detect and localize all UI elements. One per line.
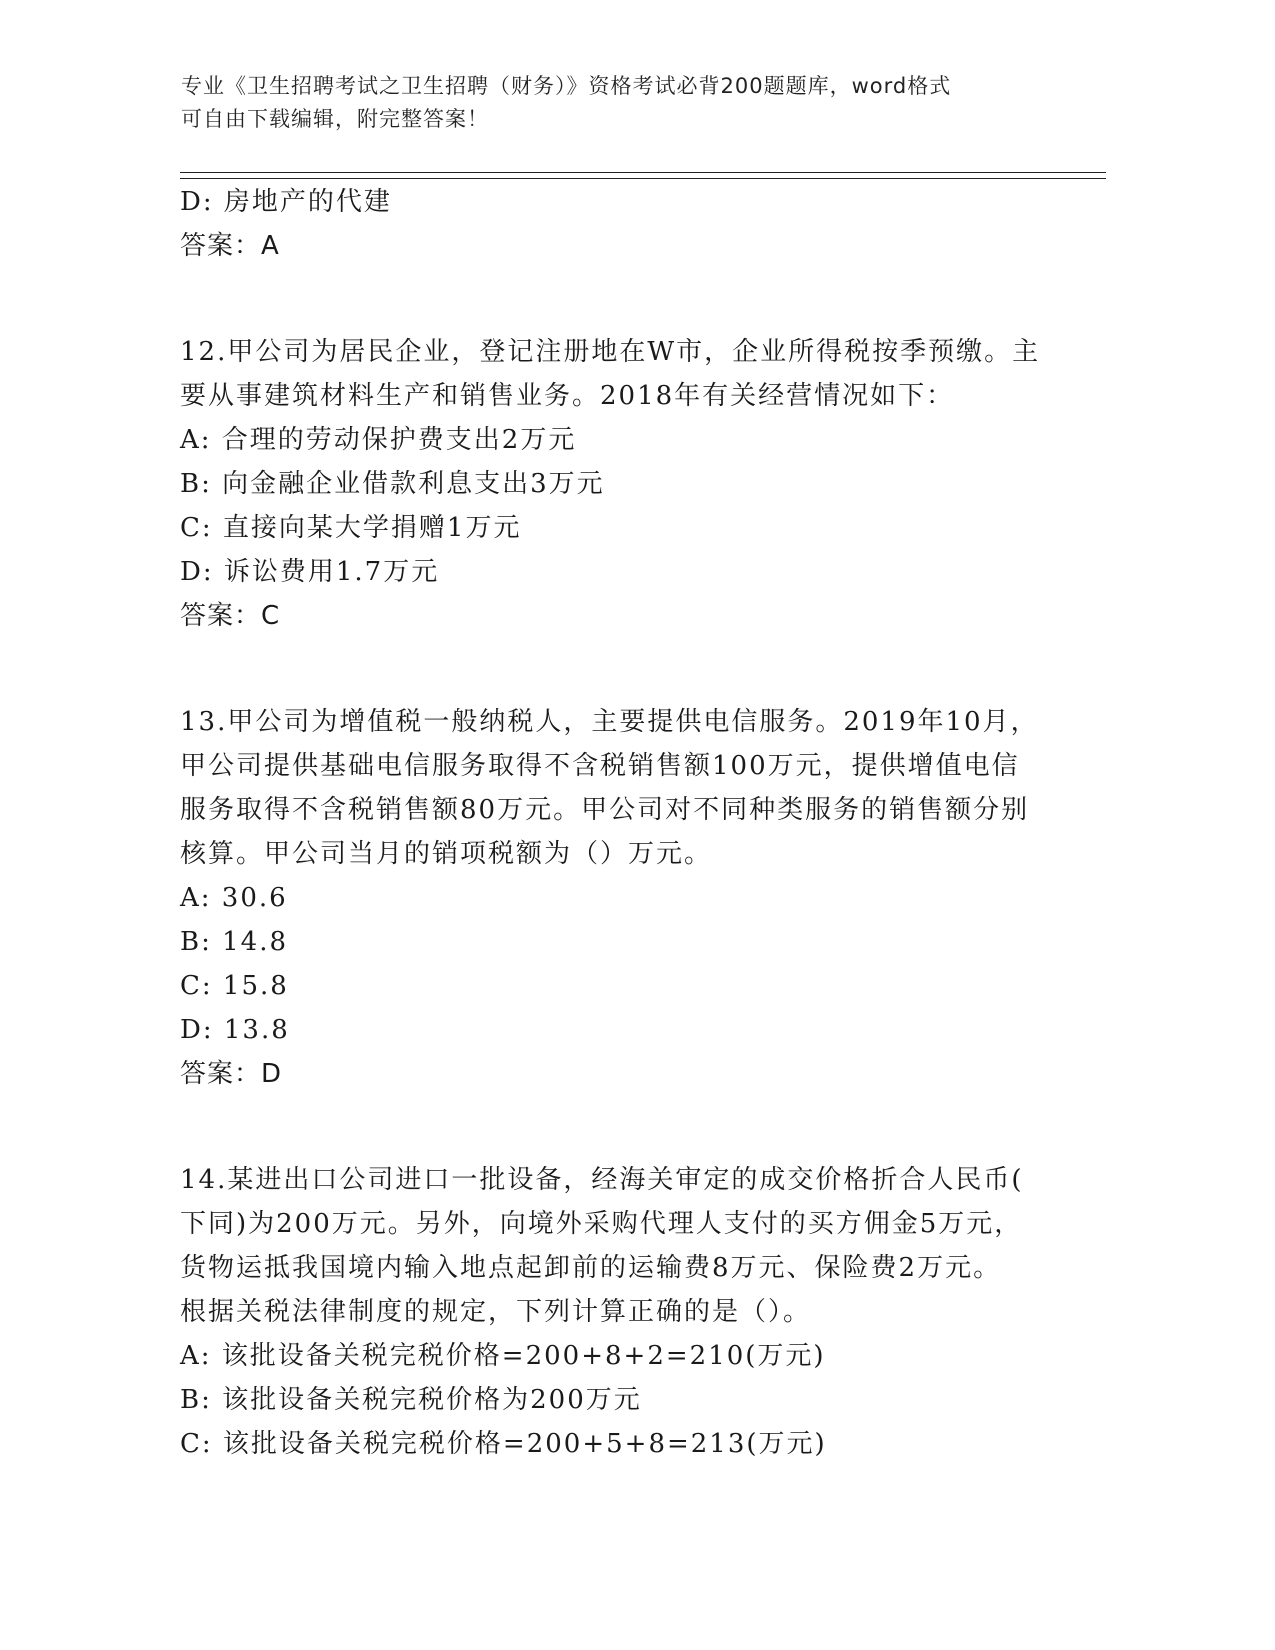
- option-b: B: 该批设备关税完税价格为200万元: [180, 1385, 642, 1415]
- question-stem: 甲公司提供基础电信服务取得不含税销售额100万元，提供增值电信: [180, 751, 1020, 781]
- question-list: [180, 180, 1080, 1466]
- header-divider-bottom: [180, 178, 1106, 179]
- question-13: [180, 700, 1080, 1096]
- question-stem: 服务取得不含税销售额80万元。甲公司对不同种类服务的销售额分别: [180, 795, 1030, 825]
- question-stem: 下同)为200万元。另外，向境外采购代理人支付的买方佣金5万元，: [180, 1209, 1023, 1239]
- question-stem: 货物运抵我国境内输入地点起卸前的运输费8万元、保险费2万元。: [180, 1253, 1002, 1283]
- question-stem: 根据关税法律制度的规定，下列计算正确的是（）。: [180, 1297, 812, 1327]
- option-d: D: 房地产的代建: [180, 187, 392, 217]
- option-d: D: 13.8: [180, 1015, 290, 1045]
- question-stem: 核算。甲公司当月的销项税额为（）万元。: [180, 839, 713, 869]
- header-title-line-2: 可自由下载编辑，附完整答案！: [181, 107, 489, 131]
- answer-line: 答案：D: [180, 1059, 283, 1089]
- option-b: B: 向金融企业借款利息支出3万元: [180, 469, 605, 499]
- option-c: C: 该批设备关税完税价格=200+5+8=213(万元): [180, 1429, 827, 1459]
- option-c: C: 直接向某大学捐赠1万元: [180, 513, 522, 543]
- question-stem: 12.甲公司为居民企业，登记注册地在W市，企业所得税按季预缴。主: [180, 337, 1041, 367]
- question-stem: 14.某进出口公司进口一批设备，经海关审定的成交价格折合人民币(: [180, 1165, 1024, 1195]
- answer-line: 答案：C: [180, 601, 281, 631]
- option-d: D: 诉讼费用1.7万元: [180, 557, 440, 587]
- answer-line: 答案：A: [180, 231, 280, 261]
- question-stem: 要从事建筑材料生产和销售业务。2018年有关经营情况如下：: [180, 381, 955, 411]
- document-header: [181, 70, 1061, 136]
- option-a: A: 合理的劳动保护费支出2万元: [180, 425, 577, 455]
- option-a: A: 该批设备关税完税价格=200+8+2=210(万元): [180, 1341, 826, 1371]
- option-b: B: 14.8: [180, 927, 289, 957]
- question-12: [180, 330, 1080, 638]
- option-c: C: 15.8: [180, 971, 289, 1001]
- header-divider-top: [180, 172, 1106, 173]
- header-title-line-1: 专业《卫生招聘考试之卫生招聘（财务）》资格考试必背200题题库，word格式: [181, 74, 952, 98]
- question-11-tail: [180, 180, 1080, 268]
- option-a: A: 30.6: [180, 883, 288, 913]
- question-14: [180, 1158, 1080, 1466]
- question-stem: 13.甲公司为增值税一般纳税人，主要提供电信服务。2019年10月，: [180, 707, 1039, 737]
